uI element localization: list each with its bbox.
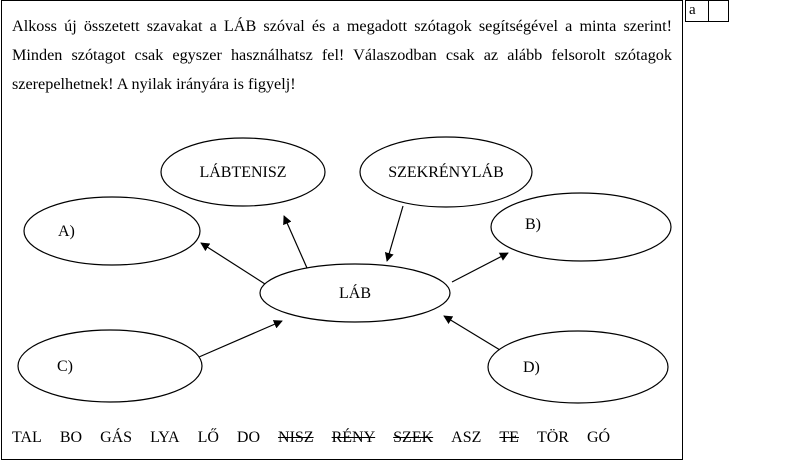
bubble-a-label: A) xyxy=(58,223,75,240)
bubble-d-label: D) xyxy=(523,359,540,376)
score-label: a xyxy=(689,2,696,18)
syllable-item: GÁS xyxy=(100,429,133,446)
arrow-from-bubble-c xyxy=(199,321,282,357)
task-instructions: Alkoss új összetett szavakat a LÁB szóval és a megadott szótagok segítségével a minta szerint! Minden szótagot csak egyszer használhatsz fel! Válaszodban csak az alább felsorolt szótagok szerepelhetnek! A nyilak irányára is figyelj! xyxy=(12,17,672,93)
syllable-item: LYA xyxy=(150,429,180,446)
syllable-item: TE xyxy=(499,429,519,446)
answer-bubble-c[interactable] xyxy=(18,330,202,402)
answer-bubble-b[interactable] xyxy=(491,193,671,261)
answer-bubble-d[interactable] xyxy=(488,331,668,403)
bubble-b-label: B) xyxy=(525,216,541,233)
center-label: LÁB xyxy=(339,285,371,302)
syllable-item: TÖR xyxy=(536,429,569,446)
syllable-item: ASZ xyxy=(451,429,482,446)
syllable-list xyxy=(12,428,628,448)
syllable-item: SZEK xyxy=(393,429,434,446)
arrow-from-example-right xyxy=(387,206,403,261)
arrow-to-example-left xyxy=(284,216,307,268)
arrow-from-bubble-d xyxy=(444,316,500,350)
syllable-item: DO xyxy=(236,429,261,446)
answer-bubble-a[interactable] xyxy=(24,197,200,265)
syllable-item: NISZ xyxy=(278,429,314,446)
score-box xyxy=(685,0,729,22)
arrow-to-bubble-b xyxy=(452,253,508,282)
syllable-item: TAL xyxy=(12,429,42,446)
arrow-to-bubble-a xyxy=(201,243,265,284)
bubble-c-label: C) xyxy=(57,358,73,375)
syllable-item: LŐ xyxy=(197,429,219,446)
example-right-label: SZEKRÉNYLÁB xyxy=(388,164,504,181)
example-left-label: LÁBTENISZ xyxy=(199,164,287,181)
syllable-item: GÓ xyxy=(586,429,611,446)
syllable-item: BO xyxy=(59,429,83,446)
score-field[interactable] xyxy=(708,1,728,21)
syllable-item: RÉNY xyxy=(331,429,376,446)
